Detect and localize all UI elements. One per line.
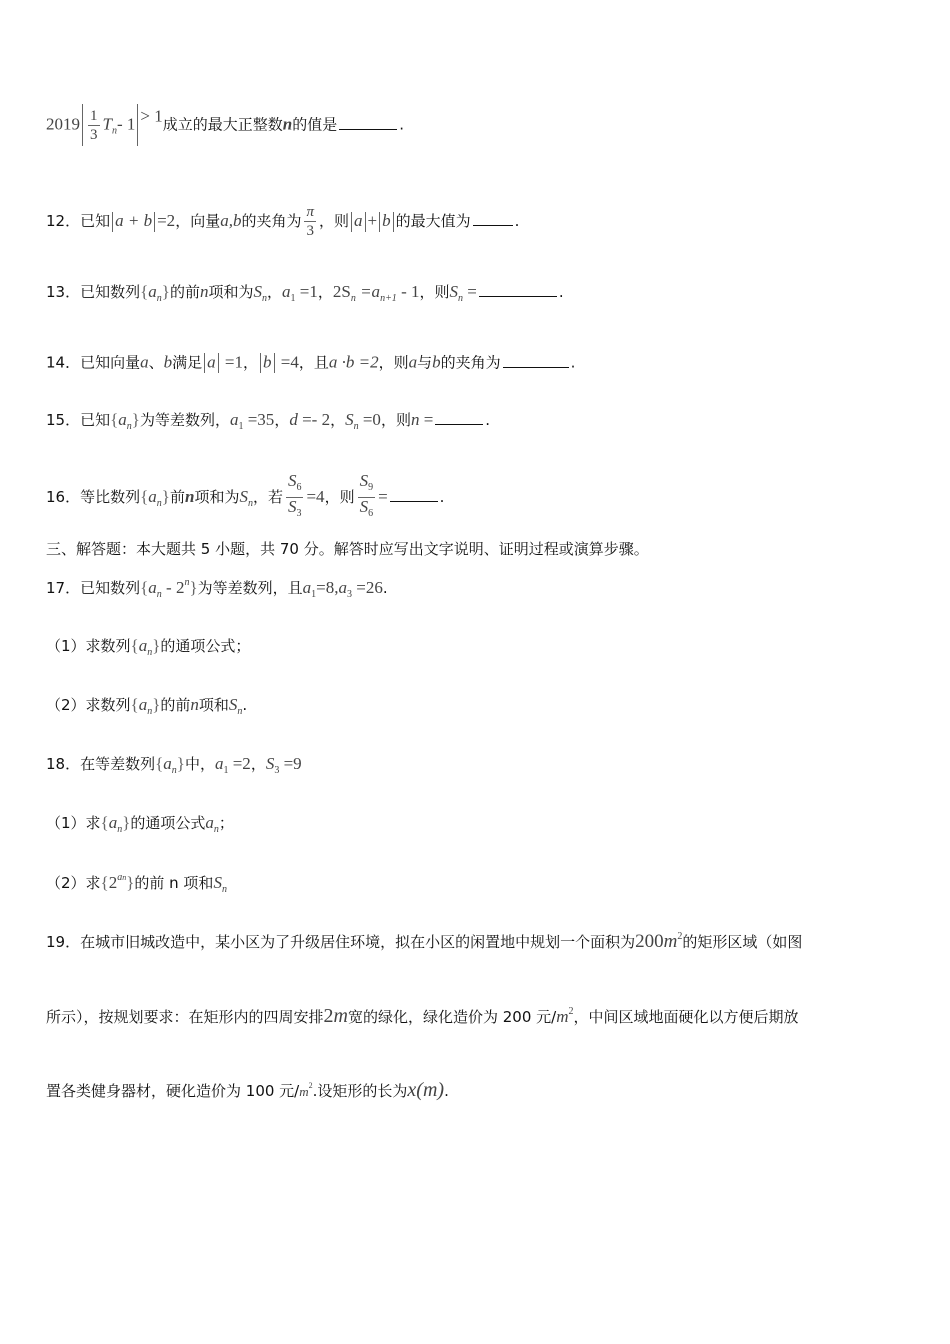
q18-p1-label: （1）求 bbox=[46, 814, 101, 832]
q14-eq1: =1 bbox=[220, 352, 243, 372]
q19-l3-m: m bbox=[299, 1084, 309, 1099]
q17-a: a bbox=[148, 578, 157, 597]
q15-eq2: =- 2 bbox=[297, 410, 331, 429]
q19-l2-sq: 2 bbox=[568, 1006, 574, 1017]
q18-part2 bbox=[46, 873, 910, 895]
q18-a: a bbox=[163, 754, 172, 773]
q11-fraction bbox=[88, 107, 100, 144]
right-brace: } bbox=[122, 813, 131, 832]
q17-p1-label: （1）求数列 bbox=[46, 637, 131, 655]
q15-eq3: =0 bbox=[358, 410, 381, 429]
q13-a: a bbox=[148, 282, 157, 301]
q19-unit-m: m bbox=[663, 931, 678, 952]
q14-t2: 满足 bbox=[172, 353, 203, 372]
q16-S3: S bbox=[287, 497, 297, 516]
right-brace: } bbox=[126, 873, 135, 892]
q12-t2: ，向量 bbox=[175, 212, 221, 230]
q19-width-m: m bbox=[333, 1005, 348, 1027]
abs-bar bbox=[393, 212, 394, 232]
q17-p2-text1: 的前 bbox=[160, 696, 191, 714]
q17-p2-a: a bbox=[138, 695, 148, 714]
q12-a: a bbox=[354, 211, 363, 230]
q17-cond: =8, bbox=[316, 578, 339, 597]
q16-eq1: =4 bbox=[306, 487, 325, 506]
q11-line bbox=[46, 104, 910, 146]
q14-abs-b: b bbox=[263, 352, 272, 372]
q13-eq3: = bbox=[463, 282, 477, 301]
q18-p1-sub: n bbox=[117, 824, 123, 835]
q17-p2-n: n bbox=[190, 695, 199, 714]
q11-end: . bbox=[399, 115, 405, 134]
q16-t3: 项和为 bbox=[194, 488, 240, 506]
q16-t4: ，若 bbox=[252, 488, 283, 506]
q12-pi: π bbox=[306, 204, 314, 220]
q16-S6: S bbox=[287, 471, 297, 490]
q17-p1-sub: n bbox=[147, 647, 153, 658]
q15-eq1: =35 bbox=[243, 410, 275, 429]
q17-sub1: 1 bbox=[311, 589, 317, 600]
q13-t2: 的前 bbox=[169, 283, 200, 301]
q13-eq2: =a bbox=[355, 282, 381, 301]
q18-p2-exp-sub: n bbox=[122, 873, 127, 882]
q16-a: a bbox=[148, 487, 157, 506]
left-brace: { bbox=[140, 487, 149, 506]
question-number: 15． bbox=[46, 411, 81, 429]
abs-bar bbox=[260, 353, 261, 373]
q15-S: S bbox=[345, 410, 354, 429]
q17-part2 bbox=[46, 696, 910, 717]
q17-p2-S-sub: n bbox=[237, 706, 243, 717]
q16-S-sub: n bbox=[247, 498, 253, 509]
q18-p1-text: 的通项公式 bbox=[130, 814, 206, 832]
q13-2S-sub: n bbox=[350, 293, 356, 304]
q16-frac2 bbox=[358, 472, 376, 523]
q17-p2-sub: n bbox=[147, 706, 153, 717]
q12-b: b bbox=[382, 211, 391, 230]
q13-c1: ， bbox=[266, 283, 282, 301]
q12-line bbox=[46, 203, 910, 240]
q18-eq2: =9 bbox=[279, 754, 302, 773]
q13-S2: S bbox=[449, 282, 458, 301]
left-brace: { bbox=[140, 282, 149, 301]
q15-line bbox=[46, 411, 910, 432]
q13-2S: 2S bbox=[332, 282, 351, 301]
q14-a2: a bbox=[408, 352, 418, 372]
q12-t5: 的最大值为 bbox=[395, 212, 471, 230]
q17-t1: 已知数列 bbox=[80, 579, 141, 597]
q13-a1: a bbox=[282, 282, 291, 301]
answer-blank[interactable] bbox=[339, 128, 397, 130]
q15-a1: a bbox=[229, 410, 239, 429]
q18-c1: ， bbox=[250, 755, 266, 773]
q17-sub-n: n bbox=[156, 589, 162, 600]
abs-bar bbox=[365, 212, 366, 232]
q17-part1 bbox=[46, 637, 910, 658]
q15-c1: ， bbox=[274, 411, 290, 429]
q18-p1-end: ； bbox=[218, 814, 234, 832]
left-brace: { bbox=[140, 578, 149, 597]
q14-b: b bbox=[163, 352, 173, 372]
q17-p2-text2: 项和 bbox=[198, 696, 229, 714]
q14-dot: a ·b =2 bbox=[328, 352, 379, 372]
q16-S9: S bbox=[359, 471, 369, 490]
question-number: 14． bbox=[46, 353, 81, 372]
q17-cond2: =26 bbox=[351, 578, 383, 597]
q13-t4: ，则 bbox=[419, 283, 450, 301]
q17-minus2: - 2 bbox=[161, 578, 185, 597]
q15-eq4: = bbox=[419, 410, 434, 429]
right-brace: } bbox=[131, 410, 140, 429]
q13-sub-np1: n+1 bbox=[380, 293, 397, 304]
q19-end: . bbox=[444, 1082, 449, 1100]
q19-paren-m: (m) bbox=[416, 1079, 445, 1101]
q18-part1 bbox=[46, 814, 910, 835]
q16-n: n bbox=[184, 487, 195, 506]
q18-p2-text: 的前 n 项和 bbox=[134, 874, 214, 892]
q16-frac1 bbox=[286, 472, 304, 523]
q16-sub-n: n bbox=[156, 498, 162, 509]
q14-t4: ，则 bbox=[378, 353, 409, 372]
q16-frac2-num bbox=[358, 472, 376, 498]
right-brace: } bbox=[176, 754, 185, 773]
q18-p1-an: a bbox=[205, 813, 214, 832]
q13-S2-sub: n bbox=[458, 293, 463, 304]
right-brace: } bbox=[152, 636, 161, 655]
q17-a3: a bbox=[338, 578, 347, 597]
q17-p2-end: . bbox=[242, 696, 248, 714]
q12-t1: 已知 bbox=[80, 212, 111, 230]
q18-eq1: =2 bbox=[228, 754, 251, 773]
q17-a1: a bbox=[302, 578, 312, 597]
q11-text: 成立的最大正整数 bbox=[162, 115, 283, 134]
q18-S: S bbox=[265, 754, 275, 773]
question-number: 19． bbox=[46, 933, 81, 951]
q13-line bbox=[46, 283, 910, 304]
q12-vars: a,b bbox=[220, 211, 242, 230]
left-brace: { bbox=[100, 813, 109, 832]
q13-eq1: =1 bbox=[295, 282, 318, 301]
q18-p2-exp bbox=[117, 872, 126, 883]
q17-line bbox=[46, 578, 910, 600]
q17-p2-label: （2）求数列 bbox=[46, 696, 131, 714]
q12-t4: ，则 bbox=[318, 212, 349, 230]
abs-bar bbox=[137, 104, 138, 146]
left-brace: { bbox=[130, 636, 139, 655]
question-number: 16． bbox=[46, 488, 81, 506]
q19-l3-sq: 2 bbox=[308, 1081, 313, 1090]
abs-bar bbox=[379, 212, 380, 232]
q12-end: . bbox=[514, 212, 520, 230]
answer-blank[interactable] bbox=[503, 366, 569, 368]
q18-p2-exp-a: a bbox=[117, 872, 123, 883]
q19-l3a: 置各类健身器材，硬化造价为 100 元/ bbox=[46, 1082, 300, 1100]
q17-t2: 为等差数列，且 bbox=[197, 579, 303, 597]
q16-eq2: = bbox=[378, 487, 388, 506]
q18-p2-S: S bbox=[213, 873, 222, 892]
answer-blank[interactable] bbox=[473, 224, 513, 226]
right-brace: } bbox=[161, 282, 170, 301]
q14-t1: 已知向量 bbox=[80, 353, 141, 372]
q19-line1 bbox=[46, 932, 910, 951]
q11-T: T bbox=[102, 114, 112, 134]
abs-bar bbox=[204, 353, 205, 373]
q18-sub3: 3 bbox=[274, 765, 280, 776]
q16-frac1-den bbox=[288, 498, 302, 523]
q13-sub1: 1 bbox=[290, 293, 296, 304]
abs-bar bbox=[218, 353, 219, 373]
q17-p1-text: 的通项公式； bbox=[160, 637, 251, 655]
q18-line bbox=[46, 755, 910, 776]
q18-p1-a: a bbox=[108, 813, 118, 832]
q13-t1: 已知数列 bbox=[80, 283, 141, 301]
q19-line3 bbox=[46, 1080, 910, 1100]
q15-t3: ，则 bbox=[380, 411, 411, 429]
q13-S: S bbox=[253, 282, 262, 301]
q14-sep: 、 bbox=[148, 353, 164, 372]
q15-d: d bbox=[289, 410, 298, 429]
q18-t2: 中， bbox=[184, 755, 215, 773]
q13-t3: 项和为 bbox=[208, 283, 254, 301]
q11-frac-num: 1 bbox=[90, 107, 98, 124]
q16-three: 3 bbox=[296, 508, 302, 519]
q15-sub-n: n bbox=[126, 421, 132, 432]
q16-frac1-num bbox=[286, 472, 304, 498]
q16-nine: 9 bbox=[368, 482, 374, 493]
right-brace: } bbox=[161, 487, 170, 506]
q14-line bbox=[46, 353, 910, 373]
q18-t1: 在等差数列 bbox=[80, 755, 156, 773]
q12-eq: =2 bbox=[157, 211, 176, 230]
q19-l2-m: m bbox=[556, 1007, 569, 1026]
right-brace: } bbox=[189, 578, 198, 597]
q16-t1: 等比数列 bbox=[80, 488, 141, 506]
q17-end: . bbox=[382, 579, 388, 597]
q16-end: . bbox=[439, 488, 445, 506]
q15-t1: 已知 bbox=[80, 411, 111, 429]
q17-sup-n: n bbox=[184, 577, 190, 588]
q13-sub-n: n bbox=[156, 293, 162, 304]
section-heading: 三、解答题：本大题共 5 小题，共 70 分。解答时应写出文字说明、证明过程或演算步骤。 bbox=[46, 540, 649, 558]
q16-six: 6 bbox=[296, 482, 302, 493]
q13-end: . bbox=[558, 283, 564, 301]
q17-p2-S: S bbox=[228, 695, 238, 714]
q16-six-den: 6 bbox=[368, 508, 374, 519]
q13-S-sub: n bbox=[261, 293, 267, 304]
q12-t3: 的夹角为 bbox=[241, 212, 302, 230]
q14-abs-a: a bbox=[207, 352, 216, 372]
q12-three: 3 bbox=[306, 223, 314, 239]
q15-c2: ， bbox=[330, 411, 346, 429]
question-number: 13． bbox=[46, 283, 81, 301]
q15-t2: 为等差数列， bbox=[139, 411, 230, 429]
q18-p2-two: 2 bbox=[108, 873, 118, 892]
abs-bar bbox=[154, 212, 155, 232]
q19-l1b: 的矩形区域（如图 bbox=[682, 933, 803, 951]
q12-pi-fraction bbox=[304, 203, 316, 240]
q18-sub-n: n bbox=[171, 765, 177, 776]
q16-frac2-den bbox=[360, 498, 374, 523]
q18-sub1: 1 bbox=[223, 765, 229, 776]
q19-l2c: ，中间区域地面硬化以方便后期放 bbox=[573, 1008, 799, 1026]
left-brace: { bbox=[110, 410, 119, 429]
q12-abs: a + b bbox=[115, 211, 153, 230]
answer-blank[interactable] bbox=[479, 295, 557, 297]
abs-bar bbox=[351, 212, 352, 232]
q19-l1a: 在城市旧城改造中，某小区为了升级居住环境，拟在小区的闲置地中规划一个面积为 bbox=[80, 933, 636, 951]
q19-sq: 2 bbox=[677, 931, 683, 942]
q15-n: n bbox=[410, 410, 420, 429]
q18-p2-S-sub: n bbox=[221, 884, 227, 895]
left-brace: { bbox=[100, 873, 109, 892]
q13-n: n bbox=[199, 282, 209, 301]
q19-line2 bbox=[46, 1006, 910, 1026]
q17-sub3: 3 bbox=[346, 589, 352, 600]
q19-x: x bbox=[407, 1079, 417, 1101]
q16-t2: 前 bbox=[169, 488, 185, 506]
question-number: 18． bbox=[46, 755, 81, 773]
q19-l3b: .设矩形的长为 bbox=[312, 1082, 408, 1100]
q17-p1-a: a bbox=[138, 636, 148, 655]
left-brace: { bbox=[155, 754, 164, 773]
abs-bar bbox=[112, 212, 113, 232]
q11-text2: 的值是 bbox=[292, 115, 338, 134]
q18-p1-an-sub: n bbox=[213, 824, 219, 835]
q13-minus1: - 1 bbox=[396, 282, 420, 301]
q15-sub1: 1 bbox=[238, 421, 244, 432]
q15-a: a bbox=[118, 410, 127, 429]
question-number: 12． bbox=[46, 212, 81, 230]
q15-S-sub: n bbox=[353, 421, 359, 432]
right-brace: } bbox=[152, 695, 161, 714]
q11-gt: > 1 bbox=[140, 106, 163, 126]
left-brace: { bbox=[130, 695, 139, 714]
q14-t3: ，且 bbox=[298, 353, 329, 372]
q19-area: 200 bbox=[635, 931, 664, 952]
q16-S6-den: S bbox=[359, 497, 369, 516]
q11-T-sub: n bbox=[111, 125, 117, 137]
q11-n: n bbox=[282, 114, 293, 134]
q19-l2a: 所示），按规划要求：在矩形内的四周安排 bbox=[46, 1008, 324, 1026]
abs-bar bbox=[82, 104, 83, 146]
q11-prefix: 2019 bbox=[46, 114, 80, 134]
q13-c2: ， bbox=[317, 283, 333, 301]
q14-t5: 与 bbox=[417, 353, 433, 372]
q14-t6: 的夹角为 bbox=[440, 353, 501, 372]
q12-plus: + bbox=[367, 211, 378, 230]
answer-blank[interactable] bbox=[390, 500, 438, 502]
q16-S: S bbox=[239, 487, 248, 506]
q14-a: a bbox=[140, 352, 149, 372]
q19-l2b: 宽的绿化，绿化造价为 200 元/ bbox=[347, 1008, 557, 1026]
q14-c1: ， bbox=[242, 353, 258, 372]
q14-end: . bbox=[570, 353, 576, 372]
q11-minus: - 1 bbox=[116, 114, 136, 134]
q16-line bbox=[46, 472, 910, 523]
q16-t5: ，则 bbox=[324, 488, 355, 506]
q11-frac-den: 3 bbox=[90, 126, 98, 143]
q18-p2-label: （2）求 bbox=[46, 874, 101, 892]
q19-width-2: 2 bbox=[323, 1005, 334, 1027]
abs-bar bbox=[274, 353, 275, 373]
answer-blank[interactable] bbox=[435, 423, 483, 425]
q14-eq2: =4 bbox=[276, 352, 299, 372]
q14-b2: b bbox=[432, 352, 441, 372]
q15-end: . bbox=[485, 411, 491, 429]
q18-a1: a bbox=[214, 754, 224, 773]
question-number: 17． bbox=[46, 579, 81, 597]
